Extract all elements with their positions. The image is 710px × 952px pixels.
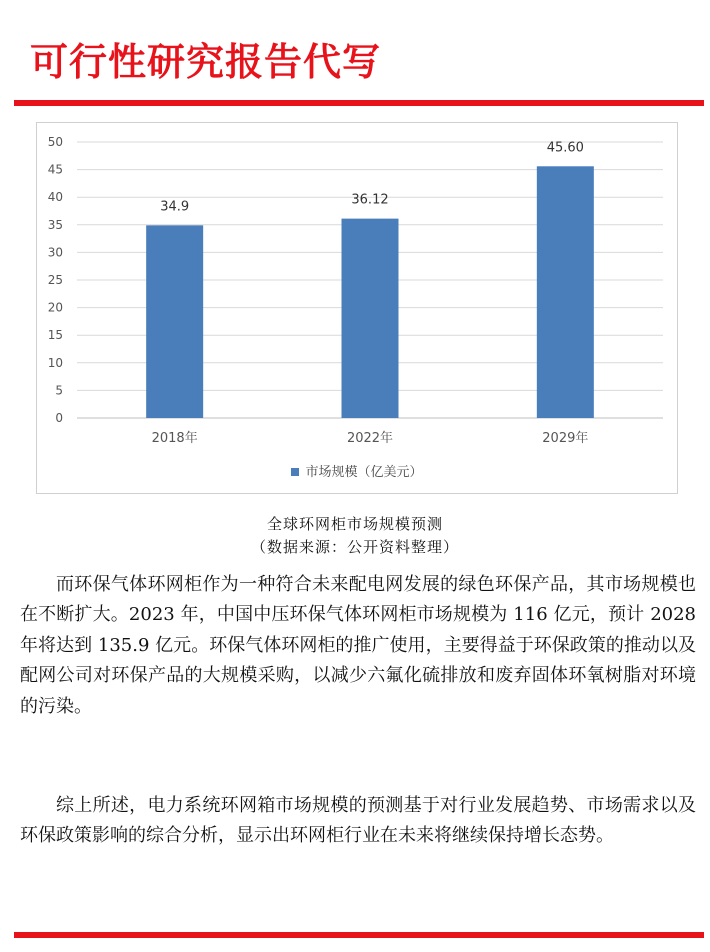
bar bbox=[146, 225, 203, 418]
x-tick-label: 2022年 bbox=[346, 431, 394, 446]
body-paragraph: 综上所述，电力系统环网箱市场规模的预测基于对行业发展趋势、市场需求以及环保政策影响的综合分析，显示出环网柜行业在未来将继续保持增长态势。 bbox=[20, 795, 696, 847]
y-tick-label: 30 bbox=[47, 245, 63, 260]
chart-canvas bbox=[37, 123, 679, 495]
data-label: 36.12 bbox=[351, 192, 389, 208]
y-tick-label: 45 bbox=[47, 162, 63, 177]
bar-chart bbox=[36, 122, 678, 494]
bottom-divider bbox=[14, 932, 704, 938]
y-tick-label: 5 bbox=[55, 383, 63, 398]
chart-legend bbox=[37, 461, 677, 480]
legend-label: 市场规模（亿美元） bbox=[305, 465, 423, 480]
y-tick-label: 35 bbox=[47, 217, 63, 232]
legend-swatch bbox=[291, 468, 299, 476]
chart-source: （数据来源：公开资料整理） bbox=[250, 538, 459, 556]
page-title: 可行性研究报告代写 bbox=[30, 40, 382, 84]
chart-caption: 全球环网柜市场规模预测 bbox=[266, 515, 443, 533]
y-tick-label: 10 bbox=[47, 355, 63, 370]
bar bbox=[537, 166, 594, 418]
data-label: 34.9 bbox=[160, 199, 190, 215]
body-paragraph: 而环保气体环网柜作为一种符合未来配电网发展的绿色环保产品，其市场规模也在不断扩大。2023 年，中国中压环保气体环网柜市场规模为 116 亿元，预计 2028 年将达到 135.9 亿元。环保气体环网柜的推广使用，主要得益于环保政策的推动以及配网公司对环保产品的大规模采购，以减少六氟化硫排放和废弃固体环氧树脂对环境的污染。 bbox=[20, 574, 696, 717]
x-tick-label: 2029年 bbox=[542, 431, 589, 446]
top-divider bbox=[14, 100, 704, 106]
y-tick-label: 50 bbox=[47, 135, 63, 149]
y-tick-label: 0 bbox=[55, 411, 63, 425]
y-tick-label: 25 bbox=[47, 273, 63, 287]
data-label: 45.60 bbox=[546, 140, 584, 156]
x-tick-label: 2018年 bbox=[151, 431, 198, 446]
y-tick-label: 40 bbox=[47, 190, 63, 205]
bar bbox=[342, 219, 399, 418]
y-tick-label: 15 bbox=[47, 328, 63, 343]
y-tick-label: 20 bbox=[47, 300, 63, 315]
